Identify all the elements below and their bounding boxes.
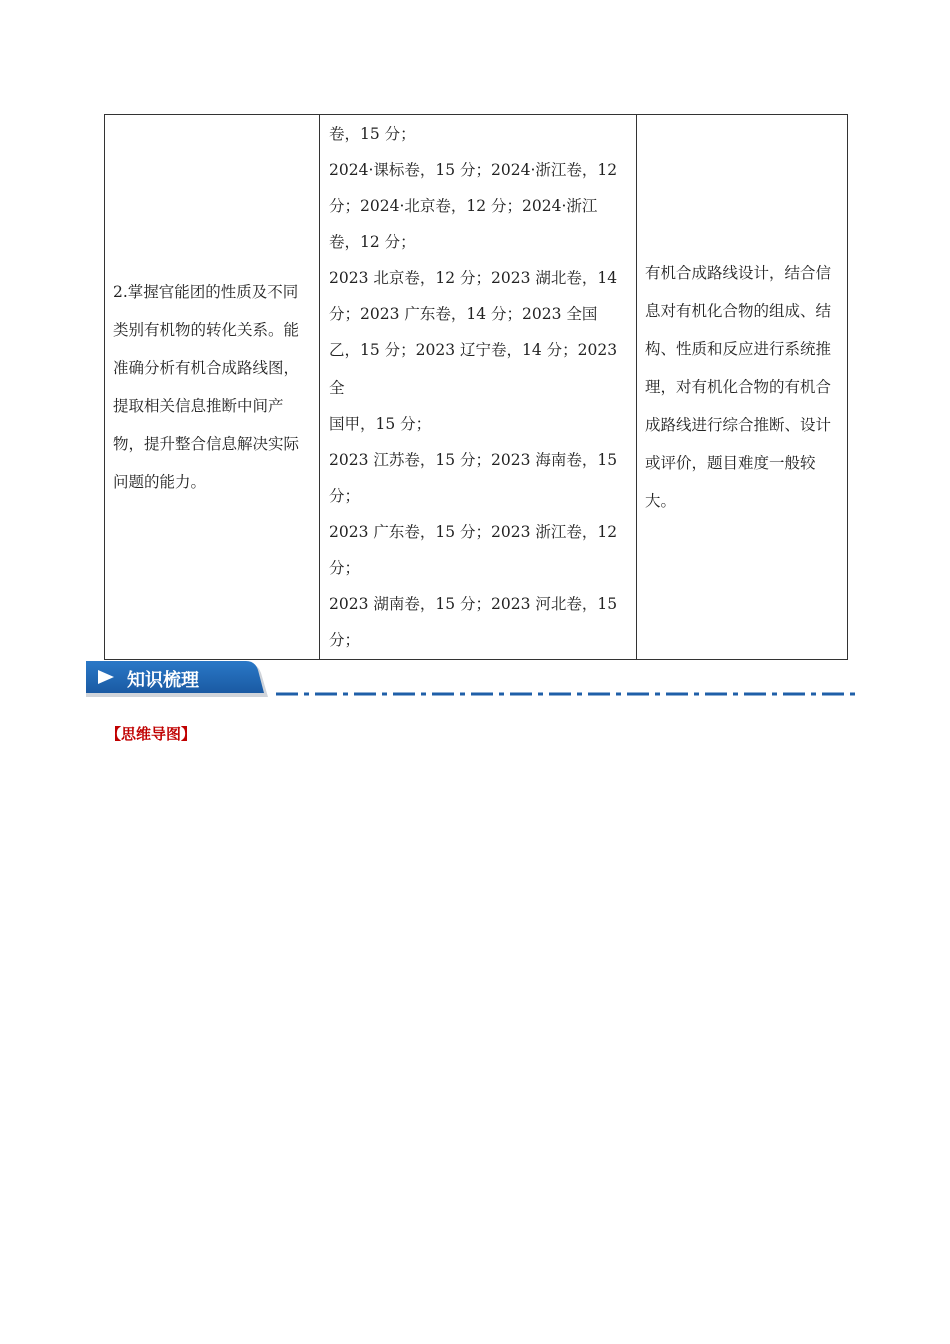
exam-line: 分； — [329, 559, 361, 577]
exam-line: 2023 湖南卷，15 分；2023 河北卷，15 — [329, 595, 618, 613]
exam-cell — [320, 115, 637, 660]
exam-line: 2023 北京卷，12 分；2023 湖北卷，14 — [329, 269, 618, 287]
table-row — [105, 115, 848, 660]
exam-line: 分； — [329, 631, 361, 649]
exam-line: 2023 广东卷，15 分；2023 浙江卷，12 — [329, 523, 618, 541]
exam-line: 2023 江苏卷，15 分；2023 海南卷，15 — [329, 451, 618, 469]
section-title: 知识梳理 — [127, 670, 199, 691]
exam-line: 国甲，15 分； — [329, 415, 432, 433]
exam-line: 分；2023 广东卷，14 分；2023 全国 — [329, 305, 598, 323]
exam-line: 分；2024·北京卷，12 分；2024·浙江 — [329, 197, 598, 215]
exam-table — [104, 114, 848, 660]
objective-text: 2.掌握官能团的性质及不同类别有机物的转化关系。能准确分析有机合成路线图，提取相关信息推断中间产物，提升整合信息解决实际问题的能力。 — [113, 283, 300, 491]
analysis-text: 有机合成路线设计，结合信息对有机化合物的组成、结构、性质和反应进行系统推理，对有机化合物的有机合成路线进行综合推断、设计或评价，题目难度一般较大。 — [645, 264, 832, 510]
section-banner — [86, 661, 876, 703]
objective-cell — [105, 115, 320, 660]
analysis-cell — [637, 115, 848, 660]
mindmap-heading: 【思维导图】 — [106, 725, 197, 743]
exam-list — [320, 115, 636, 659]
exam-line: 2024·课标卷，15 分；2024·浙江卷，12 — [329, 161, 618, 179]
exam-line: 卷，12 分； — [329, 233, 416, 251]
exam-line: 卷，15 分； — [329, 125, 416, 143]
exam-line: 分； — [329, 487, 361, 505]
exam-line: 乙，15 分；2023 辽宁卷，14 分；2023 全 — [329, 341, 618, 397]
